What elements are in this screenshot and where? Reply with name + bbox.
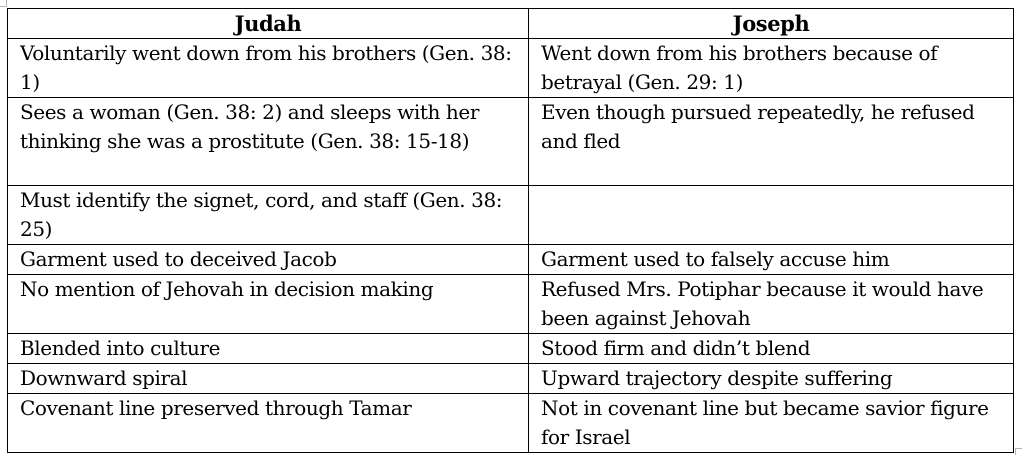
table-row: [8, 334, 1014, 364]
header-row: [8, 9, 1014, 39]
judah-cell: No mention of Jehovah in decision making: [8, 275, 529, 334]
table-row: [8, 275, 1014, 334]
page-corner-mark: [0, 0, 7, 7]
table-row: [8, 245, 1014, 275]
joseph-cell: Garment used to falsely accuse him: [529, 245, 1014, 275]
joseph-cell: Refused Mrs. Potiphar because it would have been against Jehovah: [529, 275, 1014, 334]
judah-cell: Downward spiral: [8, 364, 529, 394]
joseph-cell: Stood firm and didn’t blend: [529, 334, 1014, 364]
table-row: [8, 186, 1014, 245]
header-joseph: Joseph: [529, 9, 1014, 39]
table-row: [8, 394, 1014, 453]
joseph-cell: Even though pursued repeatedly, he refused and fled: [529, 98, 1014, 186]
judah-cell: Blended into culture: [8, 334, 529, 364]
joseph-cell: Went down from his brothers because of betrayal (Gen. 29: 1): [529, 39, 1014, 98]
joseph-cell: [529, 186, 1014, 245]
joseph-cell: Not in covenant line but became savior figure for Israel: [529, 394, 1014, 453]
table-row: [8, 364, 1014, 394]
table-row: [8, 39, 1014, 98]
table-row: [8, 98, 1014, 186]
page-corner-mark: [1015, 448, 1022, 455]
judah-cell: Garment used to deceived Jacob: [8, 245, 529, 275]
header-judah: Judah: [8, 9, 529, 39]
judah-joseph-comparison-table: [7, 8, 1014, 453]
judah-cell: Sees a woman (Gen. 38: 2) and sleeps with her thinking she was a prostitute (Gen. 38: 15-18): [8, 98, 529, 186]
judah-cell: Voluntarily went down from his brothers (Gen. 38: 1): [8, 39, 529, 98]
judah-cell: Covenant line preserved through Tamar: [8, 394, 529, 453]
joseph-cell: Upward trajectory despite suffering: [529, 364, 1014, 394]
judah-cell: Must identify the signet, cord, and staff (Gen. 38: 25): [8, 186, 529, 245]
